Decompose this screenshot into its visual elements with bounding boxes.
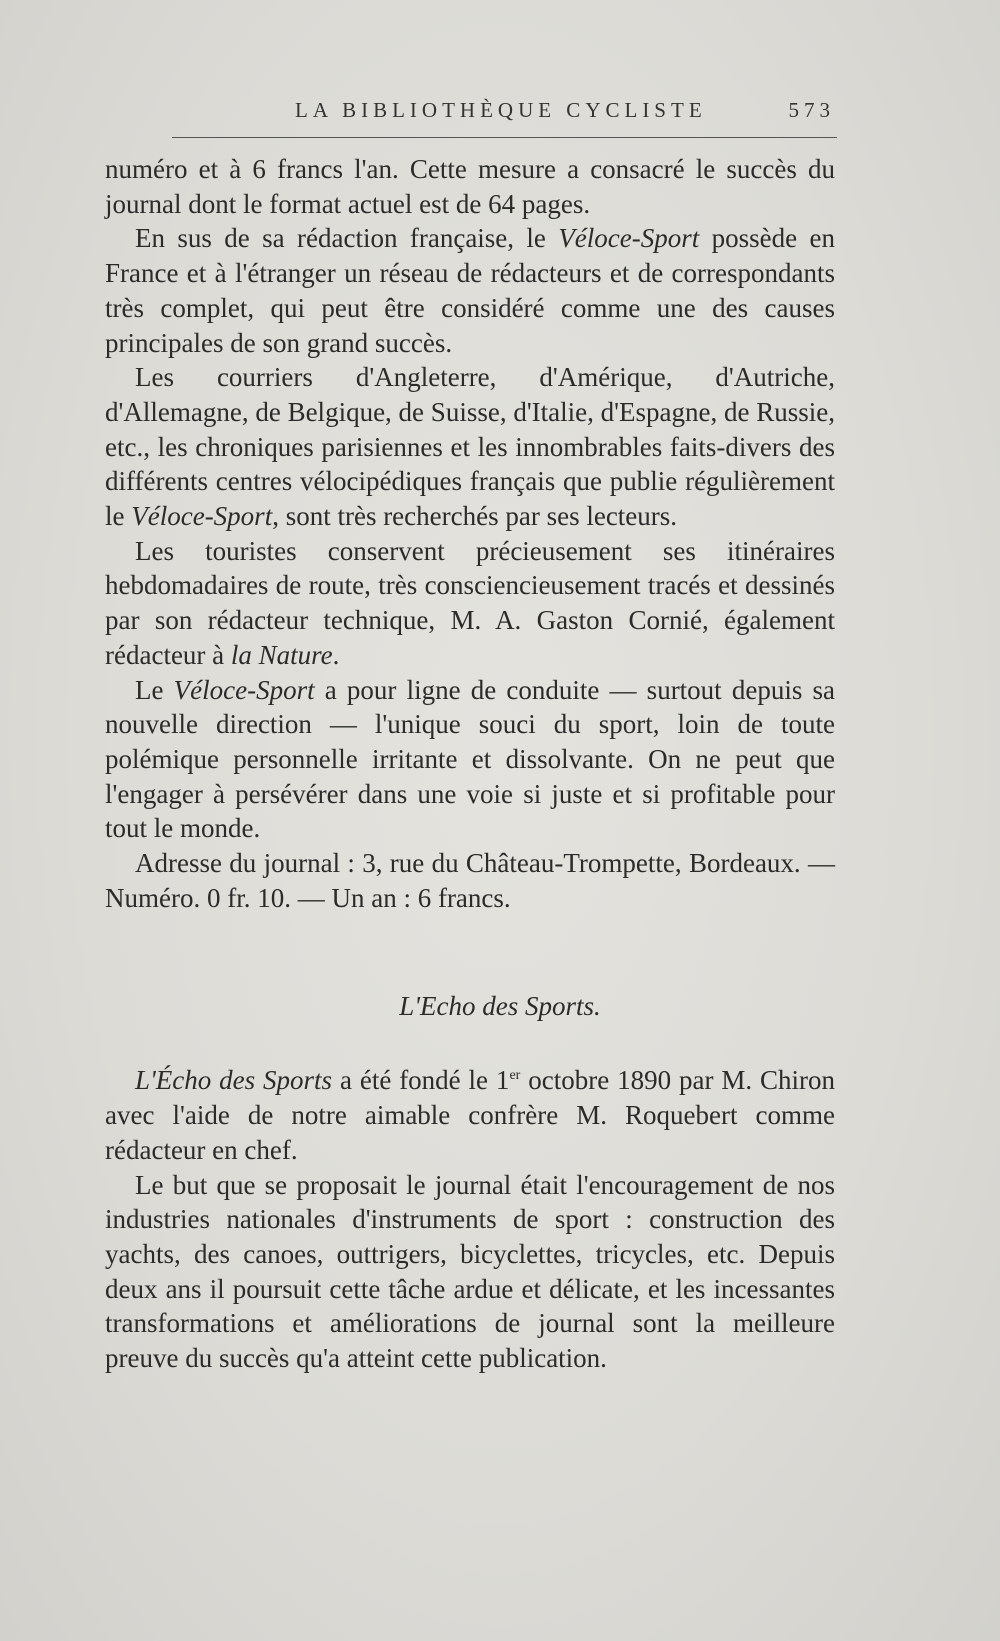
page-header: [105, 98, 835, 130]
paragraph-fondation: [105, 1063, 835, 1167]
paragraph-text: octobre 1890 par M. Chiron avec l'aide de notre aimable confrère M. Roquebert comme rédacteur en chef.: [105, 1065, 835, 1165]
page-number: 573: [788, 98, 835, 122]
running-title: LA BIBLIOTHÈQUE CYCLISTE: [295, 98, 707, 122]
paragraph-adresse: [105, 846, 835, 915]
paragraph-conduite: [105, 673, 835, 847]
paragraph-text: a pour ligne de conduite — surtout depuis sa nouvelle direction — l'unique souci du sport, loin de toute polémique personnelle irritante et dissolvante. On ne peut que l'engager à persévérer dans une voie si juste et si profitable pour tout le monde.: [105, 674, 836, 844]
paragraph-text: a été fondé le 1: [332, 1065, 510, 1096]
section-heading: L'Echo des Sports.: [399, 991, 601, 1022]
paragraph-text: Les courriers d'Angleterre, d'Amérique, d'Autriche, d'Allemagne, de Belgique, de Suisse, d'Italie, d'Espagne, de Russie, etc., les chroniques parisiennes et les innombrables faits-divers des différents centres vélocipédiques français que publie régulièrement le: [105, 362, 835, 532]
paragraph-text: possède en France et à l'étranger un réseau de rédacteurs et de correspondants très complet, qui peut être considéré comme une des causes principales de son grand succès.: [105, 223, 836, 358]
paragraph-text: Le: [135, 674, 174, 705]
journal-title: Véloce-Sport: [131, 501, 273, 532]
paragraph-redaction: [105, 221, 835, 360]
paragraph-text: , sont très recherchés par ses lecteurs.: [272, 501, 678, 532]
paragraph-text: Les touristes conservent précieusement ses itinéraires hebdomadaires de route, très consciencieusement tracés et dessinés par son rédacteur technique, M. A. Gaston Cornié, également rédacteur à: [105, 535, 835, 670]
paragraph-but: [105, 1168, 835, 1376]
paragraph-text: En sus de sa rédaction française, le: [135, 223, 559, 254]
journal-title: Véloce-Sport: [173, 674, 315, 705]
paragraph-text: numéro et à 6 francs l'an. Cette mesure a consacré le succès du journal dont le format actuel est de 64 pages.: [105, 154, 835, 219]
journal-title: L'Écho des Sports: [135, 1065, 333, 1096]
paragraph-text: .: [332, 639, 340, 670]
ordinal-superscript: er: [509, 1068, 521, 1084]
journal-title: Véloce-Sport: [558, 223, 700, 254]
paragraph-text: Adresse du journal : 3, rue du Château-Trompette, Bordeaux. — Numéro. 0 fr. 10. — Un an : 6 francs.: [105, 848, 835, 913]
header-rule: [172, 137, 837, 138]
section-body: [105, 1063, 835, 1375]
paragraph-courriers: [105, 360, 835, 534]
paragraph-touristes: [105, 534, 835, 673]
body-text: [105, 152, 835, 1376]
paragraph-text: Le but que se proposait le journal était l'encouragement de nos industries nationales d'instruments de sport : construction des yachts, des canoes, outtrigers, bicyclettes, tricycles, etc. Depuis deux ans il poursuit cette tâche ardue et délicate, et les incessantes transformations et améliorations de journal sont la meilleure preuve du succès qu'a atteint cette publication.: [105, 1169, 835, 1374]
journal-title: la Nature: [230, 639, 333, 670]
paragraph-continuation: [105, 152, 835, 221]
